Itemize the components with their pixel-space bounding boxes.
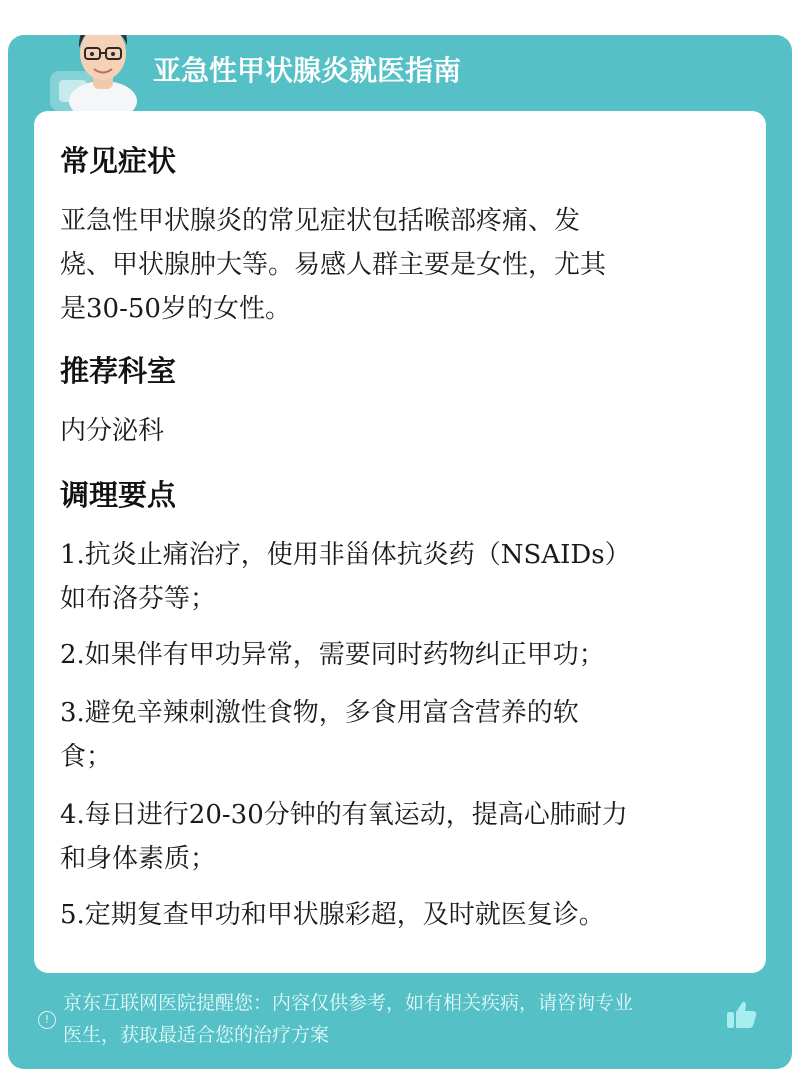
- care-item-2: 2.如果伴有甲功异常，需要同时药物纠正甲功；: [60, 640, 605, 670]
- care-item-3: [60, 691, 740, 779]
- department-text: 内分泌科: [60, 416, 165, 446]
- doctor-avatar: [48, 35, 158, 113]
- page-title: 亚急性甲状腺炎就医指南: [153, 54, 462, 87]
- care-item-line: 3.避免辛辣刺激性食物，多食用富含营养的软: [60, 698, 579, 728]
- symptoms-text: [60, 199, 740, 331]
- disclaimer-line: 医生，获取最适合您的治疗方案: [63, 1024, 330, 1046]
- symptoms-heading: 常见症状: [60, 144, 177, 178]
- care-item-line: 1.抗炎止痛治疗，使用非甾体抗炎药（NSAIDs）: [60, 540, 631, 570]
- guide-card: [8, 35, 792, 1069]
- symptoms-line: 是30-50岁的女性。: [60, 294, 291, 324]
- care-item-1: [60, 533, 740, 621]
- department-heading: 推荐科室: [60, 354, 177, 388]
- disclaimer-line: 京东互联网医院提醒您：内容仅供参考，如有相关疾病，请咨询专业: [63, 992, 634, 1014]
- care-item-line: 4.每日进行20-30分钟的有氧运动，提高心肺耐力: [60, 800, 628, 830]
- care-item-4: [60, 793, 740, 881]
- disclaimer: [63, 987, 733, 1051]
- symptoms-line: 烧、甲状腺肿大等。易感人群主要是女性，尤其: [60, 250, 607, 280]
- thumbs-up-icon[interactable]: [724, 997, 760, 1033]
- care-item-line: 如布洛芬等；: [60, 584, 217, 614]
- info-icon: !: [38, 1011, 56, 1029]
- care-item-5: 5.定期复查甲功和甲状腺彩超，及时就医复诊。: [60, 900, 605, 930]
- symptoms-line: 亚急性甲状腺炎的常见症状包括喉部疼痛、发: [60, 206, 581, 236]
- care-item-line: 和身体素质；: [60, 844, 217, 874]
- care-points-heading: 调理要点: [60, 478, 177, 512]
- care-item-line: 食；: [60, 742, 113, 772]
- content-panel: [34, 111, 766, 973]
